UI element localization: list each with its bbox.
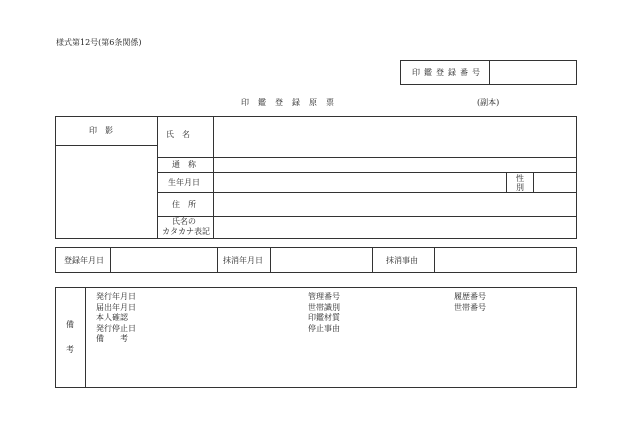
issue-date-label: 発行年月日 xyxy=(96,292,136,301)
gender-label: 性別 xyxy=(516,174,524,192)
cancellation-date-label: 抹消年月日 xyxy=(223,256,263,265)
alias-field[interactable] xyxy=(214,158,575,171)
cancellation-reason-label: 抹消事由 xyxy=(386,256,418,265)
katakana-field[interactable] xyxy=(214,217,575,237)
identity-check-label: 本人確認 xyxy=(96,313,128,322)
address-label: 住 所 xyxy=(172,200,196,209)
registration-date-field[interactable] xyxy=(111,249,216,271)
household-number-label: 世帯番号 xyxy=(454,302,486,312)
dates-row xyxy=(55,247,577,273)
remarks-label-bottom: 考 xyxy=(66,345,74,354)
remarks-column-2 xyxy=(308,293,340,335)
registration-number-box xyxy=(400,60,577,85)
registration-date-label: 登録年月日 xyxy=(64,256,104,265)
copy-label: (副本) xyxy=(477,98,500,107)
address-field[interactable] xyxy=(214,193,575,215)
notification-date-label: 届出年月日 xyxy=(96,302,136,312)
management-number-label: 管理番号 xyxy=(308,292,340,301)
remarks-label-top: 備 xyxy=(66,320,74,329)
katakana-label-line2: カタカナ表記 xyxy=(162,227,210,236)
alias-label: 通 称 xyxy=(172,160,196,169)
gender-field[interactable] xyxy=(534,173,575,191)
name-field[interactable] xyxy=(214,118,575,156)
suspension-reason-label: 停止事由 xyxy=(308,323,340,333)
history-number-label: 履歴番号 xyxy=(454,292,486,301)
form-number: 様式第12号(第6条関係) xyxy=(56,38,142,47)
katakana-label-line1: 氏名の xyxy=(172,217,196,226)
cancellation-reason-field[interactable] xyxy=(435,249,575,271)
remarks-column-3 xyxy=(454,293,486,314)
cancellation-date-field[interactable] xyxy=(271,249,371,271)
remarks-column-1 xyxy=(96,293,136,346)
seal-material-label: 印鑑材質 xyxy=(308,313,340,322)
seal-impression-area[interactable] xyxy=(57,146,156,237)
personal-info-table xyxy=(55,116,577,239)
date-of-birth-label: 生年月日 xyxy=(168,178,200,187)
registration-number-label: 印鑑登録番号 xyxy=(412,68,484,77)
name-label: 氏 名 xyxy=(166,130,190,139)
notes-label: 備 考 xyxy=(96,334,128,343)
suspension-date-label: 発行停止日 xyxy=(96,323,136,333)
date-of-birth-field[interactable] xyxy=(214,173,505,191)
household-id-label: 世帯識別 xyxy=(308,302,340,312)
seal-impression-label: 印 影 xyxy=(89,126,113,135)
document-title: 印鑑登録原票 xyxy=(241,98,343,107)
remarks-section xyxy=(55,287,577,388)
